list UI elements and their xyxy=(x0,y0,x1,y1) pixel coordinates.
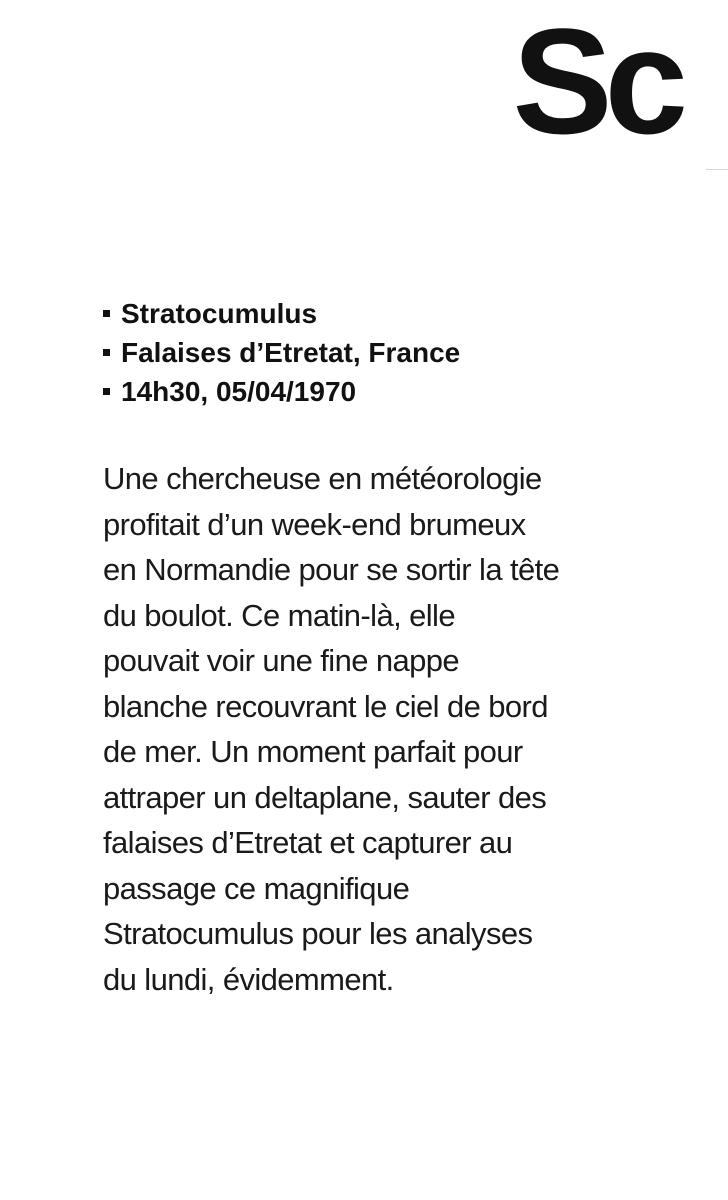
edge-divider xyxy=(706,169,728,170)
cloud-type-symbol: Sc xyxy=(512,0,680,165)
fact-location xyxy=(103,333,460,372)
fact-label: 14h30, 05/04/1970 xyxy=(121,376,357,407)
square-bullet-icon xyxy=(103,310,110,317)
square-bullet-icon xyxy=(103,349,110,356)
square-bullet-icon xyxy=(103,388,110,395)
fact-datetime xyxy=(103,372,460,411)
story-line: du lundi, évidemment. xyxy=(103,961,394,997)
fact-label: Falaises d’Etretat, France xyxy=(121,337,461,368)
story-line: attraper un deltaplane, sauter des xyxy=(103,779,547,815)
story-paragraph xyxy=(103,456,663,1002)
story-line: passage ce magnifique xyxy=(103,870,410,906)
story-line: du boulot. Ce matin-là, elle xyxy=(103,597,455,633)
story-line: Une chercheuse en météorologie xyxy=(103,461,542,496)
story-line: falaises d’Etretat et capturer au xyxy=(103,825,513,860)
story-line: blanche recouvrant le ciel de bord xyxy=(103,688,548,724)
fact-list xyxy=(103,294,460,411)
fact-cloud-type xyxy=(103,294,460,333)
story-line: en Normandie pour se sortir la tête xyxy=(103,552,560,587)
story-line: profitait d’un week-end brumeux xyxy=(103,506,526,542)
story-line: Stratocumulus pour les analyses xyxy=(103,916,533,951)
fact-label: Stratocumulus xyxy=(121,298,318,329)
story-line: pouvait voir une fine nappe xyxy=(103,643,460,678)
story-line: de mer. Un moment parfait pour xyxy=(103,734,523,769)
